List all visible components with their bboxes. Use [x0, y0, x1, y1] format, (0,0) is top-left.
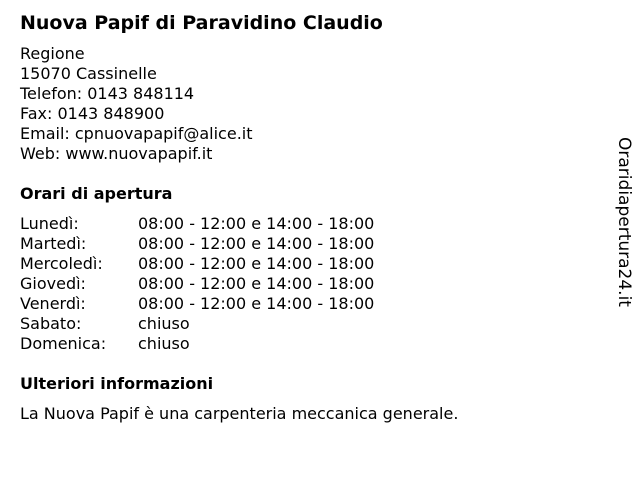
contact-region: Regione [20, 44, 85, 63]
contact-block [20, 44, 253, 164]
contact-phone: Telefon: 0143 848114 [20, 84, 195, 103]
contact-web: Web: www.nuovapapif.it [20, 144, 213, 163]
hours-row [20, 254, 374, 274]
hours-time: 08:00 - 12:00 e 14:00 - 18:00 [138, 234, 375, 253]
hours-day: Mercoledì: [20, 254, 103, 273]
hours-row [20, 214, 374, 234]
opening-hours-heading: Orari di apertura [20, 184, 173, 203]
contact-email: Email: cpnuovapapif@alice.it [20, 124, 253, 143]
hours-day: Martedì: [20, 234, 87, 253]
contact-fax: Fax: 0143 848900 [20, 104, 165, 123]
hours-row [20, 294, 374, 314]
hours-time: chiuso [138, 314, 190, 333]
site-watermark: Oraridiapertura24.it [614, 137, 634, 307]
hours-time: 08:00 - 12:00 e 14:00 - 18:00 [138, 274, 375, 293]
hours-day: Lunedì: [20, 214, 79, 233]
hours-time: 08:00 - 12:00 e 14:00 - 18:00 [138, 214, 375, 233]
hours-day: Venerdì: [20, 294, 86, 313]
hours-time: chiuso [138, 334, 190, 353]
hours-time: 08:00 - 12:00 e 14:00 - 18:00 [138, 254, 375, 273]
additional-info-text: La Nuova Papif è una carpenteria meccanica generale. [20, 404, 459, 423]
hours-day: Giovedì: [20, 274, 86, 293]
hours-row [20, 334, 374, 354]
hours-day: Domenica: [20, 334, 107, 353]
business-title: Nuova Papif di Paravidino Claudio [20, 12, 383, 34]
contact-city: 15070 Cassinelle [20, 64, 157, 83]
hours-time: 08:00 - 12:00 e 14:00 - 18:00 [138, 294, 375, 313]
hours-day: Sabato: [20, 314, 82, 333]
hours-row [20, 314, 374, 334]
opening-hours-table [20, 214, 374, 354]
additional-info-heading: Ulteriori informazioni [20, 374, 214, 393]
hours-row [20, 274, 374, 294]
hours-row [20, 234, 374, 254]
